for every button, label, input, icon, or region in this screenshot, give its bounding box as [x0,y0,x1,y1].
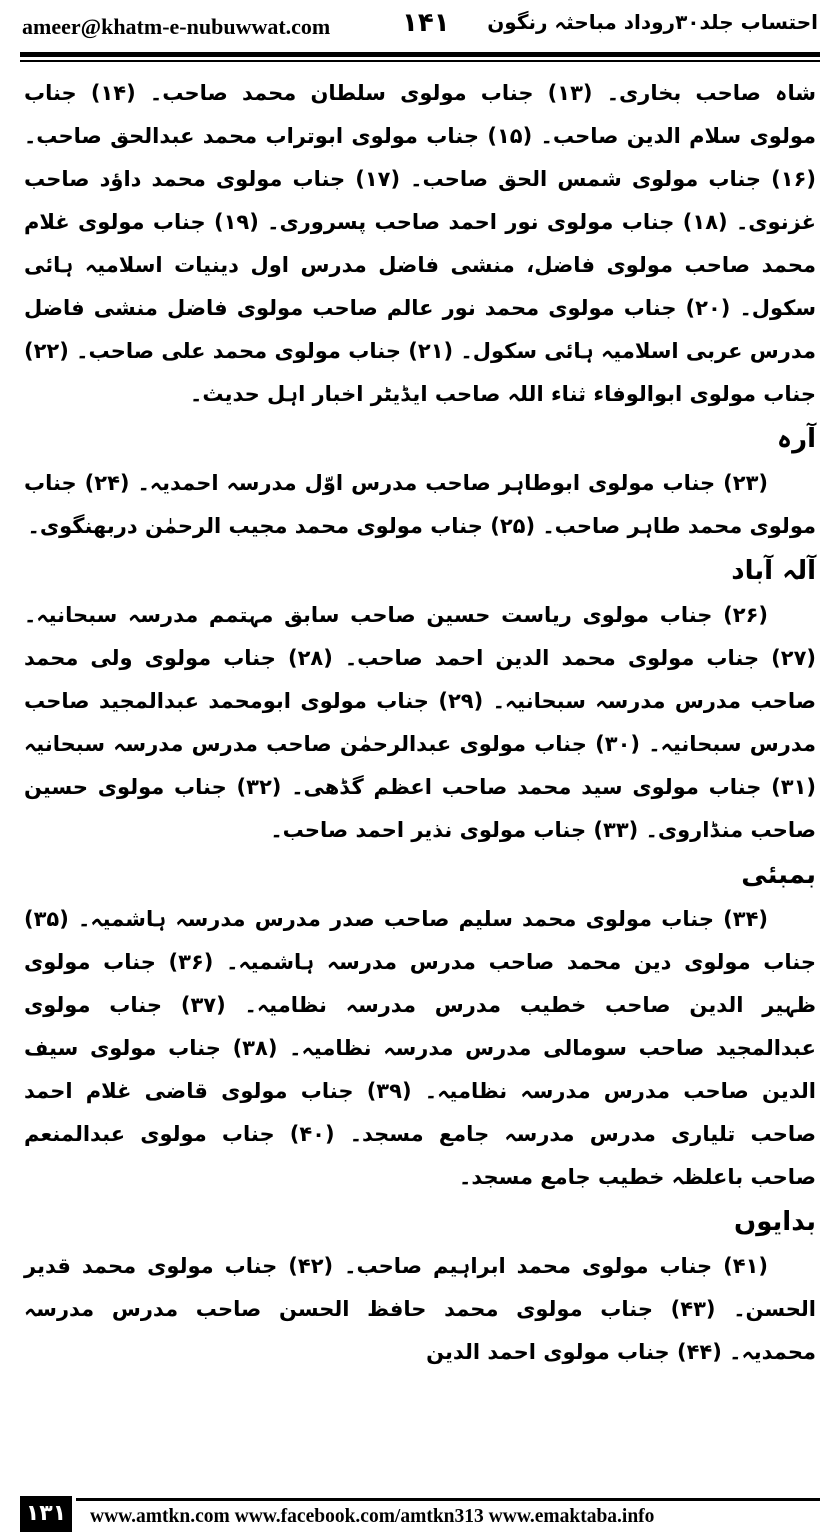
paragraph-list-continued: شاہ صاحب بخاری۔ (۱۳) جناب مولوی سلطان محمد صاحب۔ (۱۴) جناب مولوی سلام الدین صاحب۔ (۱۵) جناب مولوی ابوتراب محمد عبدالحق صاحب۔ (۱۶) جناب مولوی شمس الحق صاحب۔ (۱۷) جناب مولوی محمد داؤد صاحب غزنوی۔ (۱۸) جناب مولوی نور احمد صاحب پسروری۔ (۱۹) جناب مولوی غلام محمد صاحب مولوی فاضل، منشی فاضل مدرس اول دینیات اسلامیہ ہائی سکول۔ (۲۰) جناب مولوی محمد نور عالم صاحب مولوی فاضل منشی فاضل مدرس عربی اسلامیہ ہائی سکول۔ (۲۱) جناب مولوی محمد علی صاحب۔ (۲۲) جناب مولوی ابوالوفاء ثناء اللہ صاحب ایڈیٹر اخبار اہل حدیث۔ [24,81,817,406]
paragraph-badayun: (۴۱) جناب مولوی محمد ابراہیم صاحب۔ (۴۲) جناب مولوی محمد قدیر الحسن۔ (۴۳) جناب مولوی محمد حافظ الحسن صاحب مدرس مدرسہ محمدیہ۔ (۴۴) جناب مولوی احمد الدین [24,1254,816,1364]
page-header [0,0,840,62]
footer-rule [76,1498,820,1501]
paragraph-bombay: (۳۴) جناب مولوی محمد سلیم صاحب صدر مدرس مدرسہ ہاشمیہ۔ (۳۵) جناب مولوی دین محمد صاحب مدرس مدرسہ ہاشمیہ۔ (۳۶) جناب مولوی ظہیر الدین صاحب خطیب مدرس مدرسہ نظامیہ۔ (۳۷) جناب مولوی عبدالمجید صاحب سومالی مدرس مدرسہ نظامیہ۔ (۳۸) جناب مولوی سیف الدین صاحب مدرس مدرسہ نظامیہ۔ (۳۹) جناب مولوی قاضی غلام احمد صاحب تلیاری مدرس مدرسہ جامع مسجد۔ (۴۰) جناب مولوی عبدالمنعم صاحب باعلظہ خطیب جامع مسجد۔ [24,907,817,1189]
section-heading-badayun: بدایوں [734,1207,816,1237]
header-rule-thick [20,52,820,57]
section-heading-arah: آرہ [776,424,816,454]
section-heading-bombay: بمبئی [741,860,816,890]
paragraph-arah: (۲۳) جناب مولوی ابوطاہر صاحب مدرس اوّل مدرسہ احمدیہ۔ (۲۴) جناب مولوی محمد طاہر صاحب۔ (۲۵) جناب مولوی محمد مجیب الرحمٰن دربھنگوی۔ [24,471,816,538]
footer-links: www.amtkn.com www.facebook.com/amtkn313 www.emaktaba.info [90,1506,655,1527]
section-heading-allahabad: آلہ آباد [731,556,816,586]
paragraph-allahabad: (۲۶) جناب مولوی ریاست حسین صاحب سابق مہتمم مدرسہ سبحانیہ۔ (۲۷) جناب مولوی محمد الدین احمد صاحب۔ (۲۸) جناب مولوی ولی محمد صاحب مدرس مدرسہ سبحانیہ۔ (۲۹) جناب مولوی ابومحمد عبدالمجید صاحب مدرس سبحانیہ۔ (۳۰) جناب مولوی عبدالرحمٰن صاحب مدرس مدرسہ سبحانیہ (۳۱) جناب مولوی سید محمد صاحب اعظم گڈھی۔ (۳۲) جناب مولوی حسین صاحب منڈاروی۔ (۳۳) جناب مولوی نذیر احمد صاحب۔ [24,603,816,842]
page-body [24,72,816,1374]
header-rule-thin [20,60,820,62]
page-footer [0,1492,840,1540]
header-title: احتساب جلد۳۰روداد مباحثہ رنگون [487,10,818,34]
header-page-number: ۱۴۱ [402,8,450,38]
footer-page-number: ۱۳۱ [20,1496,72,1532]
header-email: ameer@khatm-e-nubuwwat.com [22,14,331,39]
